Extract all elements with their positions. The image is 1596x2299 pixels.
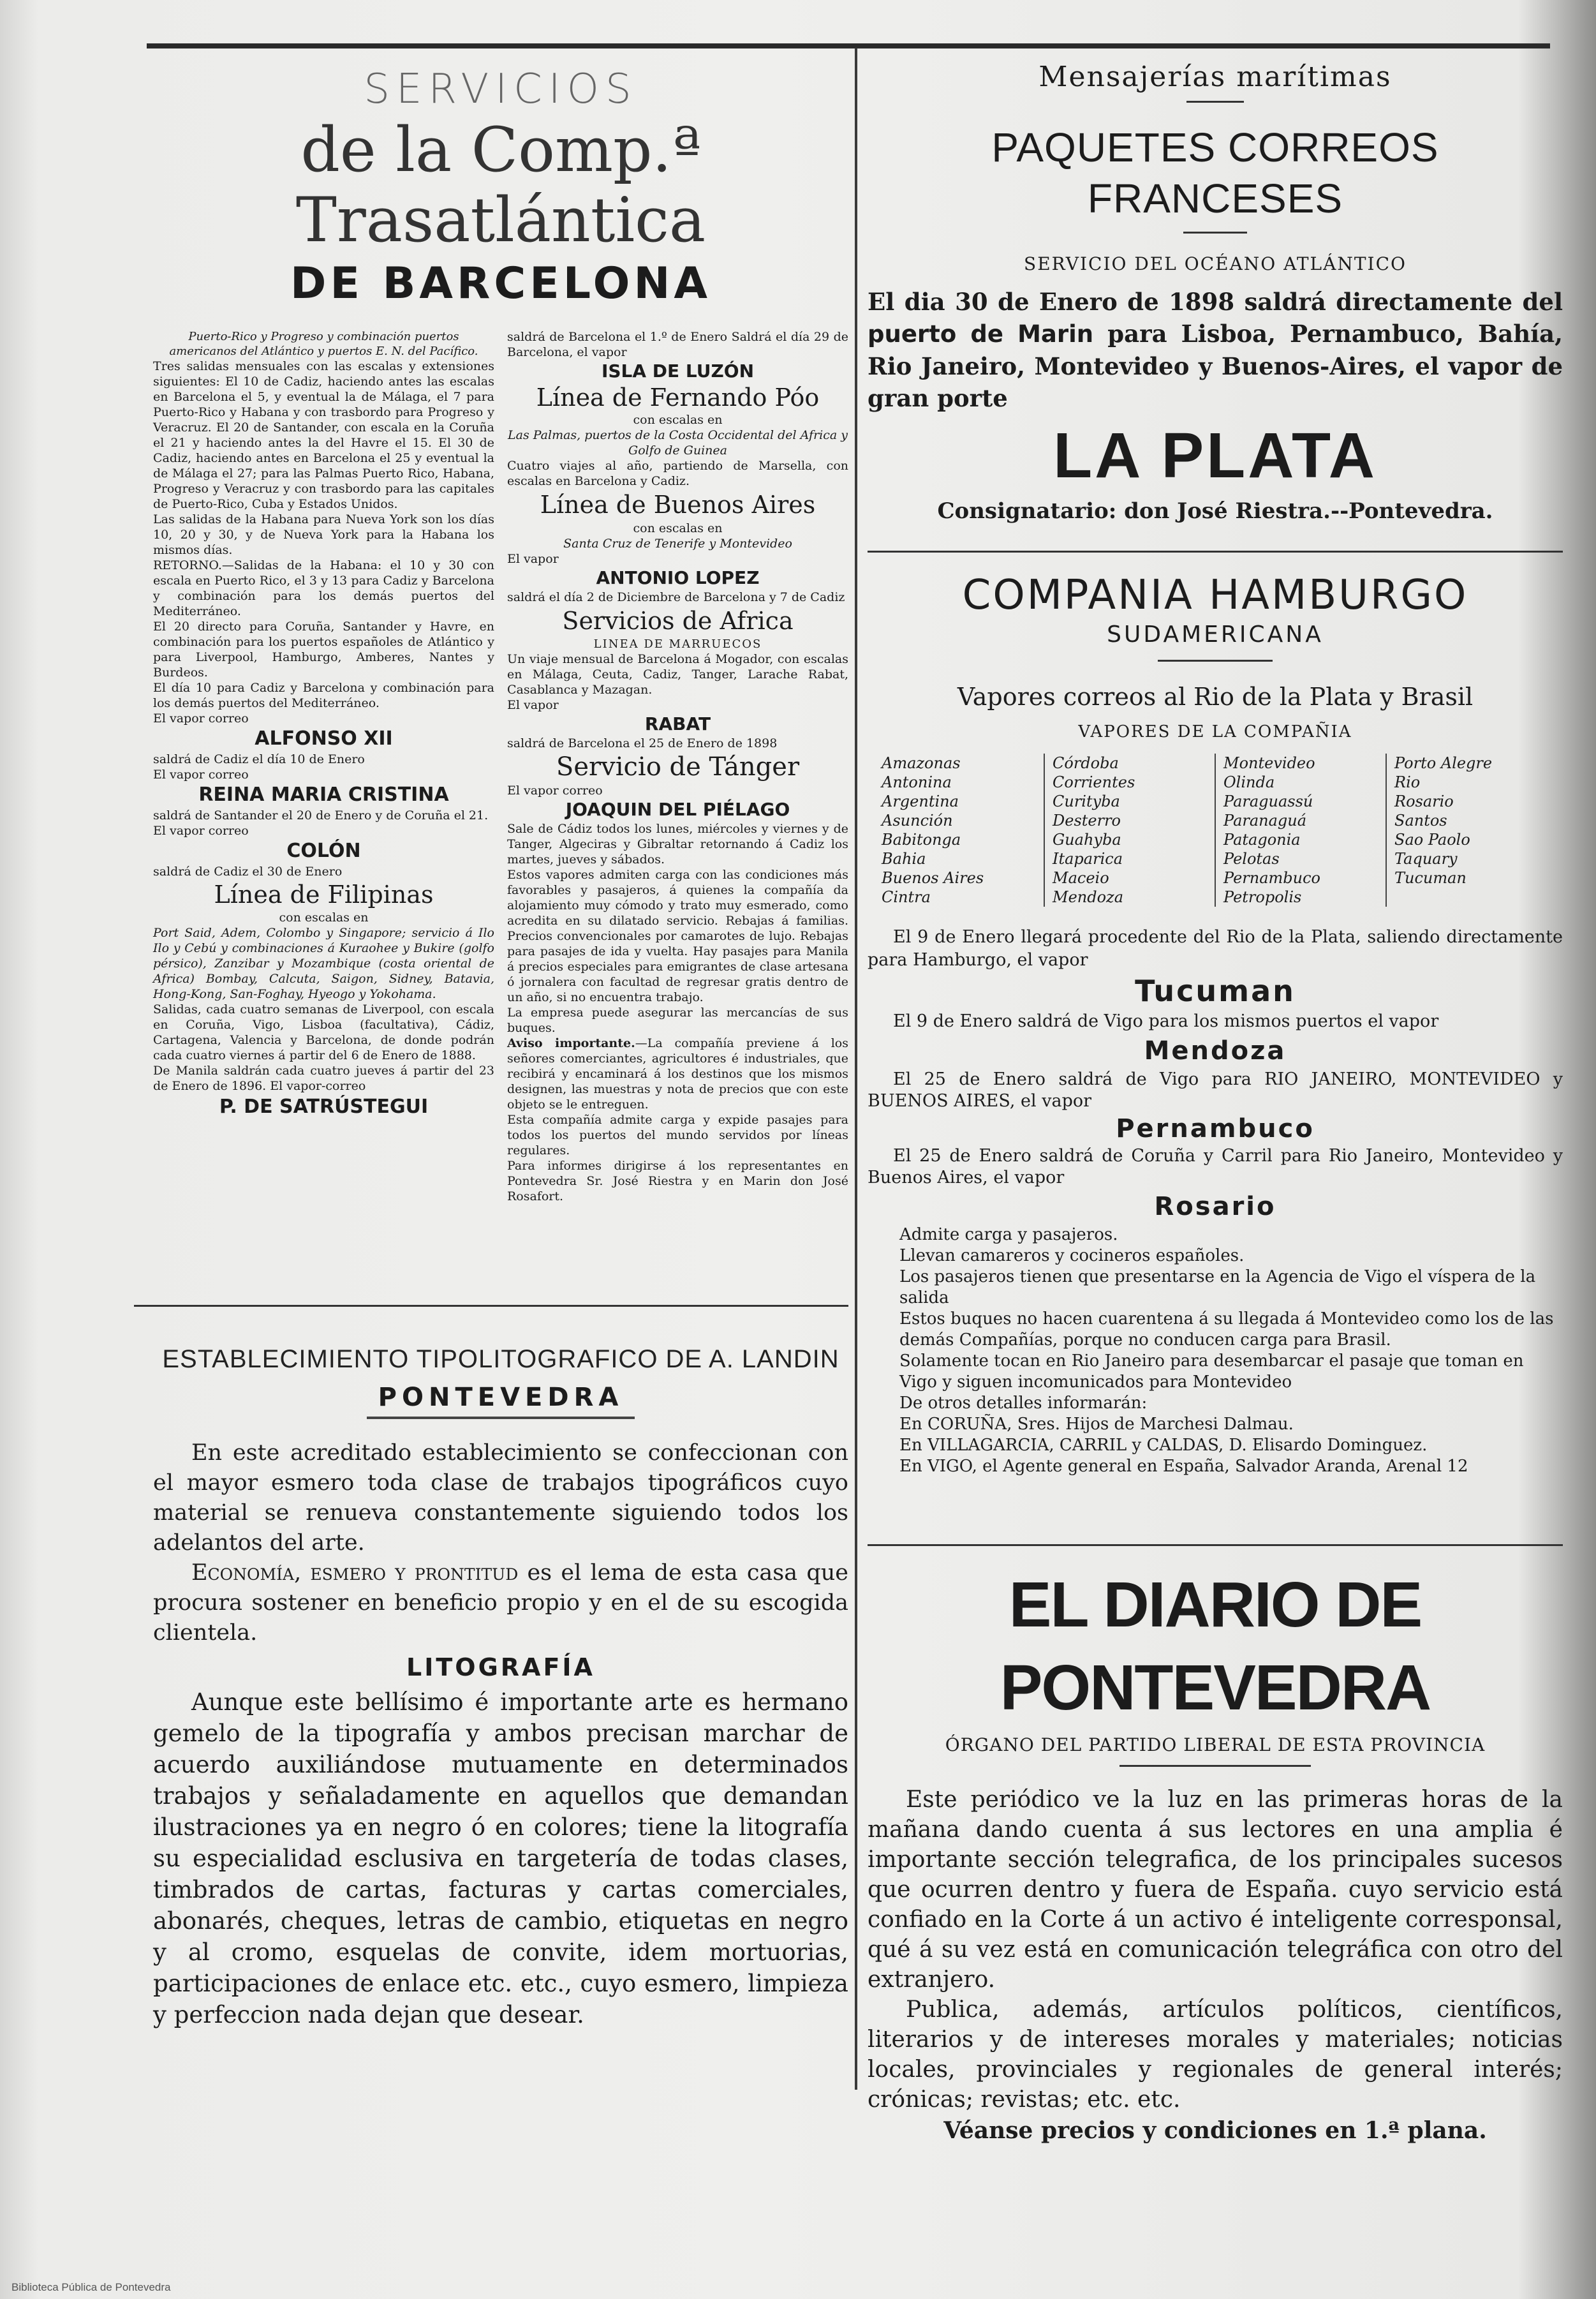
- signature-satrustegui: P. DE SATRÚSTEGUI: [219, 1096, 429, 1118]
- ship-isla-luzon: ISLA DE LUZÓN: [601, 361, 755, 382]
- cta-heading-servicios: SERVICIOS: [364, 66, 638, 113]
- diario-title: EL DIARIO DE PONTEVEDRA: [1000, 1569, 1431, 1723]
- mens-title2: PAQUETES CORREOS FRANCESES: [991, 124, 1439, 221]
- diario-ad: [868, 1563, 1563, 2146]
- fleet-ship: Taquary: [1394, 850, 1458, 868]
- fleet-ship: Rosario: [1394, 792, 1454, 810]
- fleet-ship: Montevideo: [1223, 754, 1315, 772]
- fleet-ship: Pelotas: [1223, 850, 1280, 868]
- fleet-ship: Buenos Aires: [882, 869, 984, 887]
- cta-p3: RETORNO.—Salidas de la Habana: el 10 y 30 con escala en Puerto Rico, el 3 y 13 para Cadiz y Barcelona y combinación para los demás puertos del Mediterráneo.: [153, 558, 494, 618]
- fleet-ship: Bahia: [882, 850, 926, 868]
- hamburgo-p1: El 9 de Enero llegará procedente del Rio de la Plata, saliendo directamente para Hamburgo, el vapor: [868, 927, 1563, 970]
- ship-alfonso: ALFONSO XII: [255, 727, 393, 750]
- cta-p5: El día 10 para Cadiz y Barcelona y combinación para los demás puertos del Mediterráneo.: [153, 681, 494, 710]
- ba-note: saldrá el día 2 de Diciembre de Barcelona y 7 de Cadiz: [507, 590, 845, 604]
- fleet-ship: Petropolis: [1223, 888, 1302, 906]
- fleet-ship: Pernambuco: [1223, 869, 1320, 887]
- landin-rule: [134, 1305, 848, 1307]
- fleet-ship: Argentina: [882, 792, 959, 810]
- fleet-ship: Desterro: [1053, 812, 1121, 830]
- hamburgo-vapores: Vapores correos al Rio de la Plata y Brasil: [957, 683, 1474, 711]
- fleet-col-4: [1387, 754, 1556, 907]
- mens-consignatario: Consignatario: don José Riestra.--Pontevedra.: [937, 498, 1493, 524]
- litografia-p: Aunque este bellísimo é importante arte es hermano gemelo de la tipografía y ambos precisan marchar de acuerdo auxiliándose mutuamente en determinados trabajos y señaladamente en aquellos que demandan ilustraciones ya en negro ó en colores; tiene la litografía su especialidad esclusiva en targetería de todas clases, timbrados de cartas, facturas y cartas comerciales, abonarés, cheques, letras de cambio, etiquetas en negro y al cromo, esquelas de convite, idem mortuorias, participaciones de enlace etc. etc., cuyo esmero, limpieza y perfeccion nada dejan que desear.: [153, 1688, 848, 2028]
- cta-vapor2: El vapor correo: [153, 768, 249, 782]
- detail-line: Solamente tocan en Rio Janeiro para desembarcar el pasaje que toman en Vigo y siguen incomunicados para Montevideo: [899, 1351, 1524, 1392]
- cta-vapor3: El vapor correo: [153, 824, 249, 838]
- mens-title: Mensajerías marítimas: [1038, 61, 1392, 93]
- top-rule: [147, 43, 1550, 48]
- fleet-col-1: [874, 754, 1045, 907]
- cargo-p: Estos vapores admiten carga con las condiciones más favorables y pasajeros, á quienes la compañía da alojamiento muy cómodo y trato muy esmerado, como acredita en su dilatado servicio. Rebajas á familias. Precios convencionales por camarotes de lujo. Rebajas para pasajes de ida y vuelta. Hay pasajes para Manila á precios especiales para emigrantes de clase artesana ó jornalera con facultad de regresar gratis dentro de un año, si no encuentra trabajo.: [507, 868, 848, 1004]
- diario-p2: Publica, además, artículos políticos, científicos, literarios y de intereses morales y materiales; noticias locales, provinciales y regionales de general interés; crónicas; revistas; etc. etc.: [868, 1997, 1563, 2113]
- fleet-ship: Corrientes: [1053, 773, 1135, 791]
- mens-dash: [1186, 101, 1244, 103]
- cta-intro-title: Puerto-Rico y Progreso y combinación puertos americanos del Atlántico y puertos E. N. del Pacífico.: [169, 330, 478, 358]
- filipinas-ports: Port Said, Adem, Colombo y Singapore; servicio á Ilo Ilo y Cebú y combinaciones á Kuraohee y Bukire (golfo pérsico), Zanzibar y Mozambique (costa oriental de Africa) Bombay, Calcuta, Saigon, Sidney, Batavia, Hong-Kong, San-Foghay, Hyeogo y Yokohama.: [153, 926, 494, 1001]
- rabat-note: saldrá de Barcelona el 25 de Enero de 1898: [507, 736, 778, 750]
- ship-rosario: Rosario: [1154, 1192, 1276, 1221]
- mens-dash-2: [1183, 232, 1247, 234]
- cta-p2: Las salidas de la Habana para Nueva York son los días 10, 20 y 30, y de Nueva York para la Habana los mismos días.: [153, 512, 494, 557]
- africa-p: Un viaje mensual de Barcelona á Mogador, con escalas en Málaga, Ceuta, Cadiz, Tanger, Larache Rabat, Casablanca y Mazagan.: [507, 652, 848, 697]
- filipinas-p1: Salidas, cada cuatro semanas de Liverpool, con escala en Coruña, Vigo, Lisboa (facultativa), Cádiz, Cartagena, Valencia y Barcelona, de donde podrán cada cuatro viernes á partir del 6 de Enero de 1888.: [153, 1002, 494, 1062]
- ship-pernambuco: Pernambuco: [1116, 1114, 1315, 1143]
- hamburgo-p2: El 9 de Enero saldrá de Vigo para los mismos puertos el vapor: [893, 1011, 1439, 1031]
- cta-intro: Tres salidas mensuales con las escalas y extensiones siguientes: El 10 de Cadiz, haciendo antes las escalas en Barcelona el 5, y eventual la de Málaga, el 7 para Puerto-Rico y Habana y con trasbordo para Progreso y Veracruz. El 20 de Santander, con escala en la Coruña el 21 y haciendo antes la del Havre el 15. El 30 de Cadiz, haciendo antes en Barcelona el 25 y eventual la de Málaga el 27; para las Palmas Puerto Rico, Habana, Progreso y Veracruz y con trasbordo para las capitales de Puerto-Rico, Cuba y Estados Unidos.: [153, 359, 494, 511]
- mens-p-a: El dia 30 de Enero de 1898 saldrá directamente del: [868, 288, 1563, 316]
- fleet-ship: Olinda: [1223, 773, 1275, 791]
- hamburgo-p4: El 25 de Enero saldrá de Coruña y Carril para Rio Janeiro, Montevideo y Buenos Aires, el vapor: [868, 1146, 1563, 1187]
- fleet-ship: Paranaguá: [1223, 812, 1307, 830]
- ship-colon: COLÓN: [286, 840, 361, 862]
- column-divider: [855, 48, 857, 2090]
- filipinas-title: Línea de Filipinas: [214, 881, 434, 909]
- diario-rule: [868, 1544, 1563, 1546]
- hamburgo-details: [868, 1224, 1563, 1477]
- mens-p-b: para Lisboa, Pernambuco, Bahía, Rio Janeiro, Montevideo y Buenos-Aires, el vapor de gran porte: [868, 320, 1563, 412]
- detail-line: Admite carga y pasajeros.: [899, 1225, 1118, 1244]
- africa-sub: LINEA DE MARRUECOS: [593, 637, 762, 651]
- ship-rabat: RABAT: [644, 713, 711, 734]
- landin-title: ESTABLECIMIENTO TIPOLITOGRAFICO DE A. LANDIN: [162, 1345, 839, 1373]
- detail-line: Llevan camareros y cocineros españoles.: [899, 1246, 1245, 1265]
- cta-subcolumn-2: [507, 329, 848, 1204]
- fleet-ship: Sao Paolo: [1394, 831, 1470, 849]
- diario-dash: [1119, 1765, 1311, 1767]
- fleet-ship: Guahyba: [1053, 831, 1121, 849]
- fleet-ship: Maceio: [1053, 869, 1109, 887]
- hamburgo-rule: [868, 551, 1563, 553]
- fleet-col-3: [1216, 754, 1387, 907]
- tanger-vapor: El vapor correo: [507, 784, 603, 798]
- fleet-ship: Santos: [1394, 812, 1447, 830]
- cta-heading-barcelona: DE BARCELONA: [290, 258, 711, 309]
- library-footer: Biblioteca Pública de Pontevedra: [11, 2281, 171, 2293]
- landin-p1: En este acreditado establecimiento se confeccionan con el mayor esmero toda clase de trabajos tipográficos cuyo material se renueva constantemente siguiendo todos los adelantos del arte.: [153, 1440, 848, 1556]
- tanger-title: Servicio de Tánger: [556, 752, 800, 782]
- fpoo-ports: Las Palmas, puertos de la Costa Occidental del Africa y Golfo de Guinea: [508, 428, 848, 458]
- fleet-title: VAPORES DE LA COMPAÑIA: [1078, 722, 1352, 741]
- fleet-ship: Mendoza: [1053, 888, 1123, 906]
- filipinas-escalas: con escalas en: [279, 911, 369, 925]
- ship-joaquin-pielago: JOAQUIN DEL PIÉLAGO: [565, 799, 790, 820]
- mens-p-bold: puerto de Marin: [868, 320, 1094, 348]
- litografia-title: LITOGRAFÍA: [406, 1653, 595, 1681]
- hamburgo-dash: [1158, 660, 1273, 662]
- fleet-ship: Patagonia: [1223, 831, 1301, 849]
- landin-p2: es el lema de esta casa que procura sostener en beneficio propio y en el de su escogida clientela.: [153, 1560, 848, 1646]
- fleet-ship: Curityba: [1053, 792, 1120, 810]
- seguros-p: La empresa puede asegurar las mercancías de sus buques.: [507, 1006, 848, 1035]
- africa-vapor: El vapor: [507, 698, 559, 712]
- fpoo-p: Cuatro viajes al año, partiendo de Marsella, con escalas en Barcelona y Cadiz.: [507, 459, 848, 488]
- aviso-label: Aviso importante.: [507, 1036, 635, 1050]
- fleet-col-2: [1045, 754, 1216, 907]
- landin-motto: Economía, esmero y prontitud: [191, 1560, 519, 1586]
- admite-p: Esta compañía admite carga y expide pasajes para todos los puertos del mundo servidos por líneas regulares.: [507, 1113, 848, 1157]
- cta-subcolumn-1: [153, 329, 494, 1204]
- cta-col2-top: saldrá de Barcelona el 1.º de Enero Saldrá el día 29 de Barcelona, el vapor: [507, 330, 848, 359]
- detail-line: En VIGO, el Agente general en España, Salvador Aranda, Arenal 12: [899, 1457, 1468, 1476]
- left-column: [153, 64, 848, 2028]
- detail-line: Estos buques no hacen cuarentena á su llegada á Montevideo como los de las demás Compañías, porque no conducen carga para Brasil.: [899, 1309, 1554, 1350]
- fleet-ship: Paraguassú: [1223, 792, 1313, 810]
- africa-title: Servicios de Africa: [562, 607, 794, 635]
- detail-line: Los pasajeros tienen que presentarse en la Agencia de Vigo el víspera de la salida: [899, 1267, 1536, 1307]
- aviso-p: —La compañía previene á los señores comerciantes, agricultores é industriales, que recibirá y encaminará á los destinos que los mismos designen, las muestras y nota de precios que con este objeto se le entreguen.: [507, 1036, 848, 1112]
- fleet-ship: Porto Alegre: [1394, 754, 1493, 772]
- fpoo-escalas: con escalas en: [633, 413, 723, 427]
- fleet-ship: Itaparica: [1053, 850, 1123, 868]
- ba-escalas: con escalas en: [633, 521, 723, 535]
- cta-columns: [153, 329, 848, 1204]
- ship-reina: REINA MARIA CRISTINA: [198, 784, 449, 806]
- diario-p3: Véanse precios y condiciones en 1.ª plana.: [943, 2117, 1487, 2144]
- ship-reina-note: saldrá de Santander el 20 de Enero y de Coruña el 21.: [153, 808, 489, 822]
- fleet-ship: Amazonas: [882, 754, 961, 772]
- cta-p4: El 20 directo para Coruña, Santander y Havre, en combinación para los puertos españoles de Atlántico y para Liverpool, Hamburgo, Amberes, Nantes y Burdeos.: [153, 620, 494, 680]
- fleet-list: [868, 754, 1563, 907]
- informes-p: Para informes dirigirse á los representantes en Pontevedra Sr. José Riestra y en Marin don José Rosafort.: [507, 1159, 848, 1203]
- landin-city-underline: [367, 1417, 635, 1419]
- ship-antonio-lopez: ANTONIO LOPEZ: [596, 567, 760, 588]
- diario-subtitle: ÓRGANO DEL PARTIDO LIBERAL DE ESTA PROVINCIA: [945, 1734, 1486, 1755]
- diario-p1: Este periódico ve la luz en las primeras horas de la mañana dando cuenta á sus lectores en una amplia é importante sección telegrafica, de los principales sucesos que ocurren dentro y fuera de España. cuyo servicio está confiado en la Corte á un activo é inteligente corresponsal, qué á su vez está en comunicación telegráfica con otro del extranjero.: [868, 1787, 1563, 1993]
- landin-ad: [153, 1340, 848, 2030]
- cta-heading-company: de la Comp.ª Trasatlántica: [295, 114, 706, 256]
- right-column: [868, 57, 1563, 2144]
- hamburgo-subtitle: SUDAMERICANA: [1107, 621, 1324, 648]
- ship-colon-note: saldrá de Cadiz el 30 de Enero: [153, 865, 343, 879]
- fleet-ship: Babitonga: [882, 831, 961, 849]
- ship-mendoza: Mendoza: [1144, 1036, 1287, 1066]
- fleet-ship: Antonina: [882, 773, 952, 791]
- ship-alfonso-note: saldrá de Cadiz el día 10 de Enero: [153, 752, 365, 766]
- hamburgo-title: COMPANIA HAMBURGO: [962, 572, 1468, 619]
- fleet-ship: Asunción: [882, 812, 953, 830]
- fleet-ship: Cintra: [882, 888, 931, 906]
- mens-service: SERVICIO DEL OCÉANO ATLÁNTICO: [1024, 253, 1407, 274]
- detail-line: En CORUÑA, Sres. Hijos de Marchesi Dalmau.: [899, 1415, 1294, 1434]
- ba-ports: Santa Cruz de Tenerife y Montevideo: [563, 537, 792, 551]
- tanger-p: Sale de Cádiz todos los lunes, miércoles y viernes y de Tanger, Algeciras y Gibraltar retornando á Cadiz los martes, jueves y sábados.: [507, 822, 848, 867]
- fleet-ship: Tucuman: [1394, 869, 1467, 887]
- landin-city: PONTEVEDRA: [378, 1383, 624, 1412]
- fpoo-title: Línea de Fernando Póo: [536, 383, 820, 412]
- filipinas-p2: De Manila saldrán cada cuatro jueves á partir del 23 de Enero de 1896. El vapor-correo: [153, 1064, 494, 1093]
- fleet-ship: Rio: [1394, 773, 1421, 791]
- detail-line: En VILLAGARCIA, CARRIL y CALDAS, D. Elisardo Dominguez.: [899, 1436, 1428, 1455]
- cta-vapor1: El vapor correo: [153, 711, 249, 725]
- ba-vapor: El vapor: [507, 552, 559, 566]
- detail-line: De otros detalles informarán:: [899, 1394, 1148, 1413]
- hamburgo-p3: El 25 de Enero saldrá de Vigo para RIO JANEIRO, MONTEVIDEO y BUENOS AIRES, el vapor: [868, 1069, 1563, 1111]
- ba-title: Línea de Buenos Aires: [540, 491, 816, 519]
- fleet-ship: Córdoba: [1053, 754, 1119, 772]
- ship-la-plata: LA PLATA: [1053, 420, 1377, 491]
- ship-tucuman: Tucuman: [1135, 974, 1296, 1008]
